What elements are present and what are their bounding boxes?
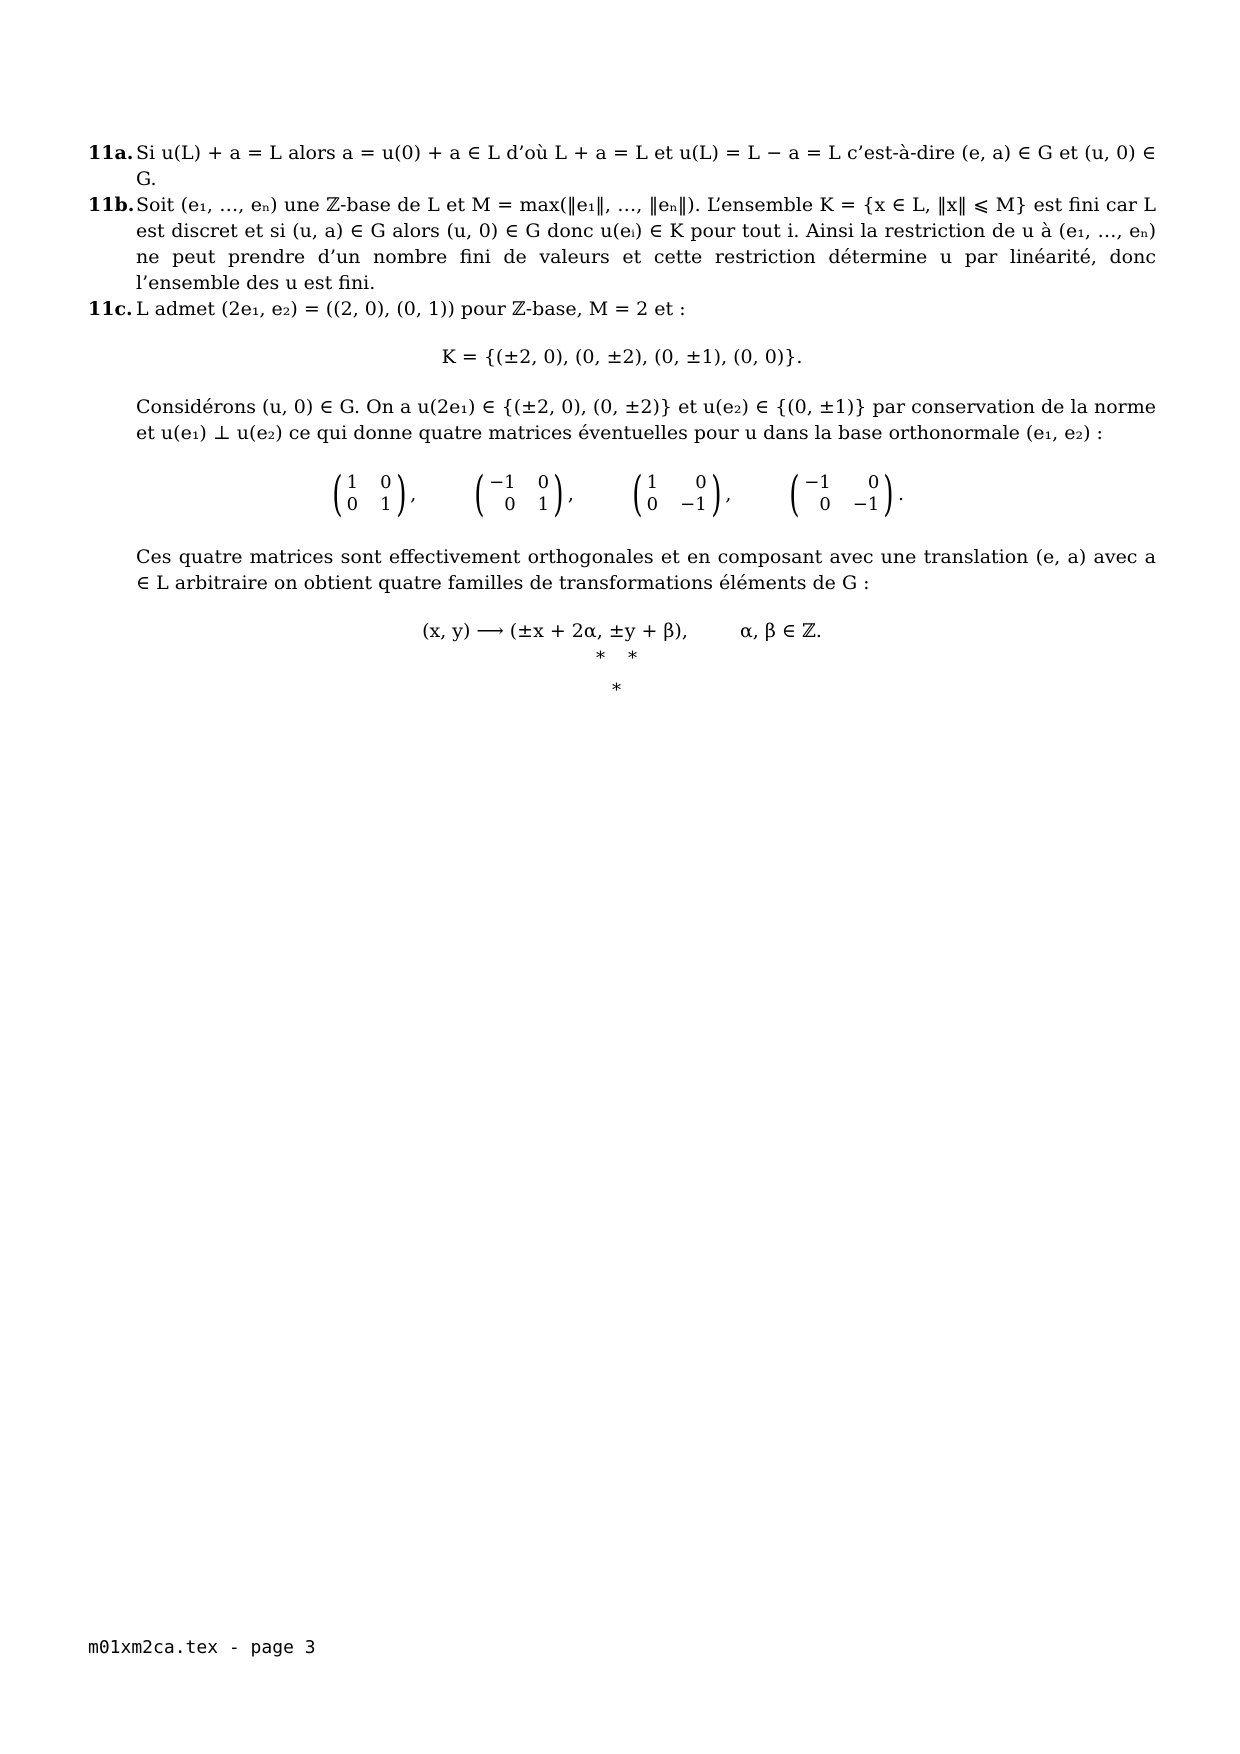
item-11c [88, 296, 1156, 322]
page-footer: m01xm2ca.tex - page 3 [88, 1637, 316, 1658]
set-k-equation: K = {(±2, 0), (0, ±2), (0, ±1), (0, 0)}. [441, 346, 803, 368]
item-label: 11b. [88, 194, 135, 216]
document-body [88, 140, 1156, 668]
formula-main: (x, y) ⟶ (±x + 2α, ±y + β), [422, 620, 688, 642]
paragraph-conclusion: Ces quatre matrices sont effectivement orthogonales et en composant avec une translation (e, a) avec a ∈ L arbitraire on obtient quatre familles de transformations éléments de G : [136, 546, 1156, 594]
item-text: Soit (e₁, …, eₙ) une ℤ-base de L et M = max(‖e₁‖, …, ‖eₙ‖). L’ensemble K = {x ∈ L, ‖x‖ ⩽ M} est fini car L est discret et si (u, a) ∈ G alors (u, 0) ∈ G donc u(eᵢ) ∈ K pour tout i. Ainsi la restriction de u à (e₁, …, eₙ) ne peut prendre d’un nombre fini de valeurs et cette restriction détermine u par linéarité, donc l’ensemble des u est fini. [136, 194, 1156, 294]
item-intro: L admet (2e₁, e₂) = ((2, 0), (0, 1)) pour ℤ-base, M = 2 et : [136, 298, 686, 320]
asterisk: * [596, 648, 605, 669]
matrix-1: ( 1 0 0 1 ) , [332, 466, 417, 522]
paragraph-considerons: Considérons (u, 0) ∈ G. On a u(2e₁) ∈ {(±2, 0), (0, ±2)} et u(e₂) ∈ {(0, ±1)} par conservation de la norme et u(e₁) ⊥ u(e₂) ce qui donne quatre matrices éventuelles pour u dans la base orthonormale (e₁, e₂) : [136, 396, 1156, 444]
asterisk: * [628, 648, 637, 669]
asterisk: * [612, 680, 621, 701]
matrix-4: ( −1 0 0 −1 ) . [789, 466, 905, 522]
item-label: 11a. [88, 142, 134, 164]
transformation-formula [88, 618, 1156, 644]
formula-condition: α, β ∈ ℤ. [739, 620, 822, 642]
item-11a [88, 140, 1156, 192]
matrix-2: ( −1 0 0 1 ) , [474, 466, 574, 522]
matrix-3: ( 1 0 0 −1 ) , [632, 466, 732, 522]
item-label: 11c. [88, 298, 133, 320]
item-11b [88, 192, 1156, 296]
matrix-row [88, 468, 1156, 520]
item-text: Si u(L) + a = L alors a = u(0) + a ∈ L d’où L + a = L et u(L) = L − a = L c’est-à-dire (e, a) ∈ G et (u, 0) ∈ G. [136, 142, 1156, 190]
